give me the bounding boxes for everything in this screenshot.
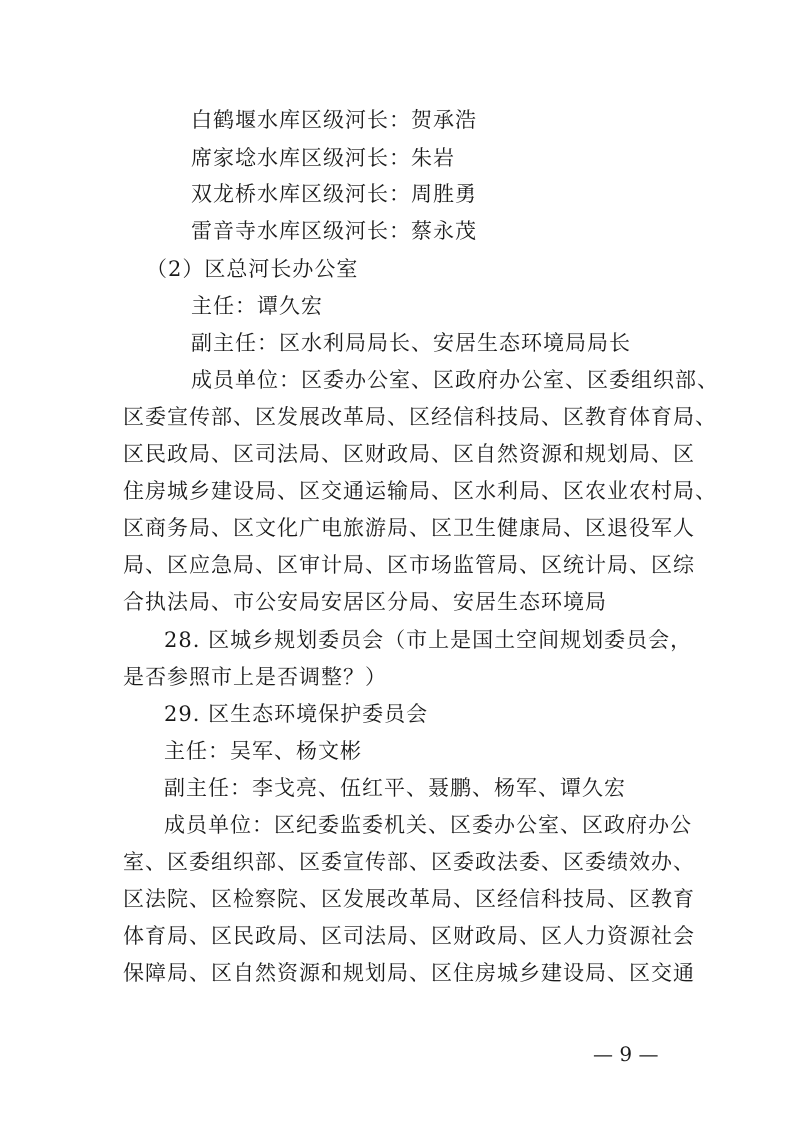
text-line: 席家埝水库区级河长：朱岩 [191,146,455,170]
text-line: 双龙桥水库区级河长：周胜勇 [191,182,477,206]
text-line: 体育局、区民政局、区司法局、区财政局、区人力资源社会 [123,924,695,948]
text-line: 区商务局、区文化广电旅游局、区卫生健康局、区退役军人 [123,516,695,540]
text-line: 主任：谭久宏 [191,294,323,318]
text-line: 副主任：区水利局局长、安居生态环境局局长 [191,331,631,355]
text-line: 保障局、区自然资源和规划局、区住房城乡建设局、区交通 [123,961,695,985]
text-line: 区法院、区检察院、区发展改革局、区经信科技局、区教育 [123,887,695,911]
text-line: 成员单位：区委办公室、区政府办公室、区委组织部、 [191,368,719,392]
section-heading: （2）区总河长办公室 [146,257,359,281]
text-line: 住房城乡建设局、区交通运输局、区水利局、区农业农村局、 [123,479,717,503]
text-line: 合执法局、市公安局安居区分局、安居生态环境局 [123,590,607,614]
text-line: 区民政局、区司法局、区财政局、区自然资源和规划局、区 [123,442,695,466]
page-number: — 9 — [593,1042,659,1066]
text-line: 室、区委组织部、区委宣传部、区委政法委、区委绩效办、 [123,850,695,874]
section-heading: 29. 区生态环境保护委员会 [164,702,429,726]
text-line: 成员单位：区纪委监委机关、区委办公室、区政府办公 [164,813,692,837]
text-line: 是否参照市上是否调整？） [123,665,387,689]
text-line: 主任：吴军、杨文彬 [164,739,362,763]
section-heading: 28. 区城乡规划委员会（市上是国土空间规划委员会， [164,628,693,652]
text-line: 局、区应急局、区审计局、区市场监管局、区统计局、区综 [123,553,695,577]
text-line: 雷音寺水库区级河长：蔡永茂 [191,219,477,243]
text-line: 区委宣传部、区发展改革局、区经信科技局、区教育体育局、 [123,405,717,429]
text-line: 副主任：李戈亮、伍红平、聂鹏、杨军、谭久宏 [164,776,626,800]
text-line: 白鹤堰水库区级河长：贺承浩 [191,108,477,132]
